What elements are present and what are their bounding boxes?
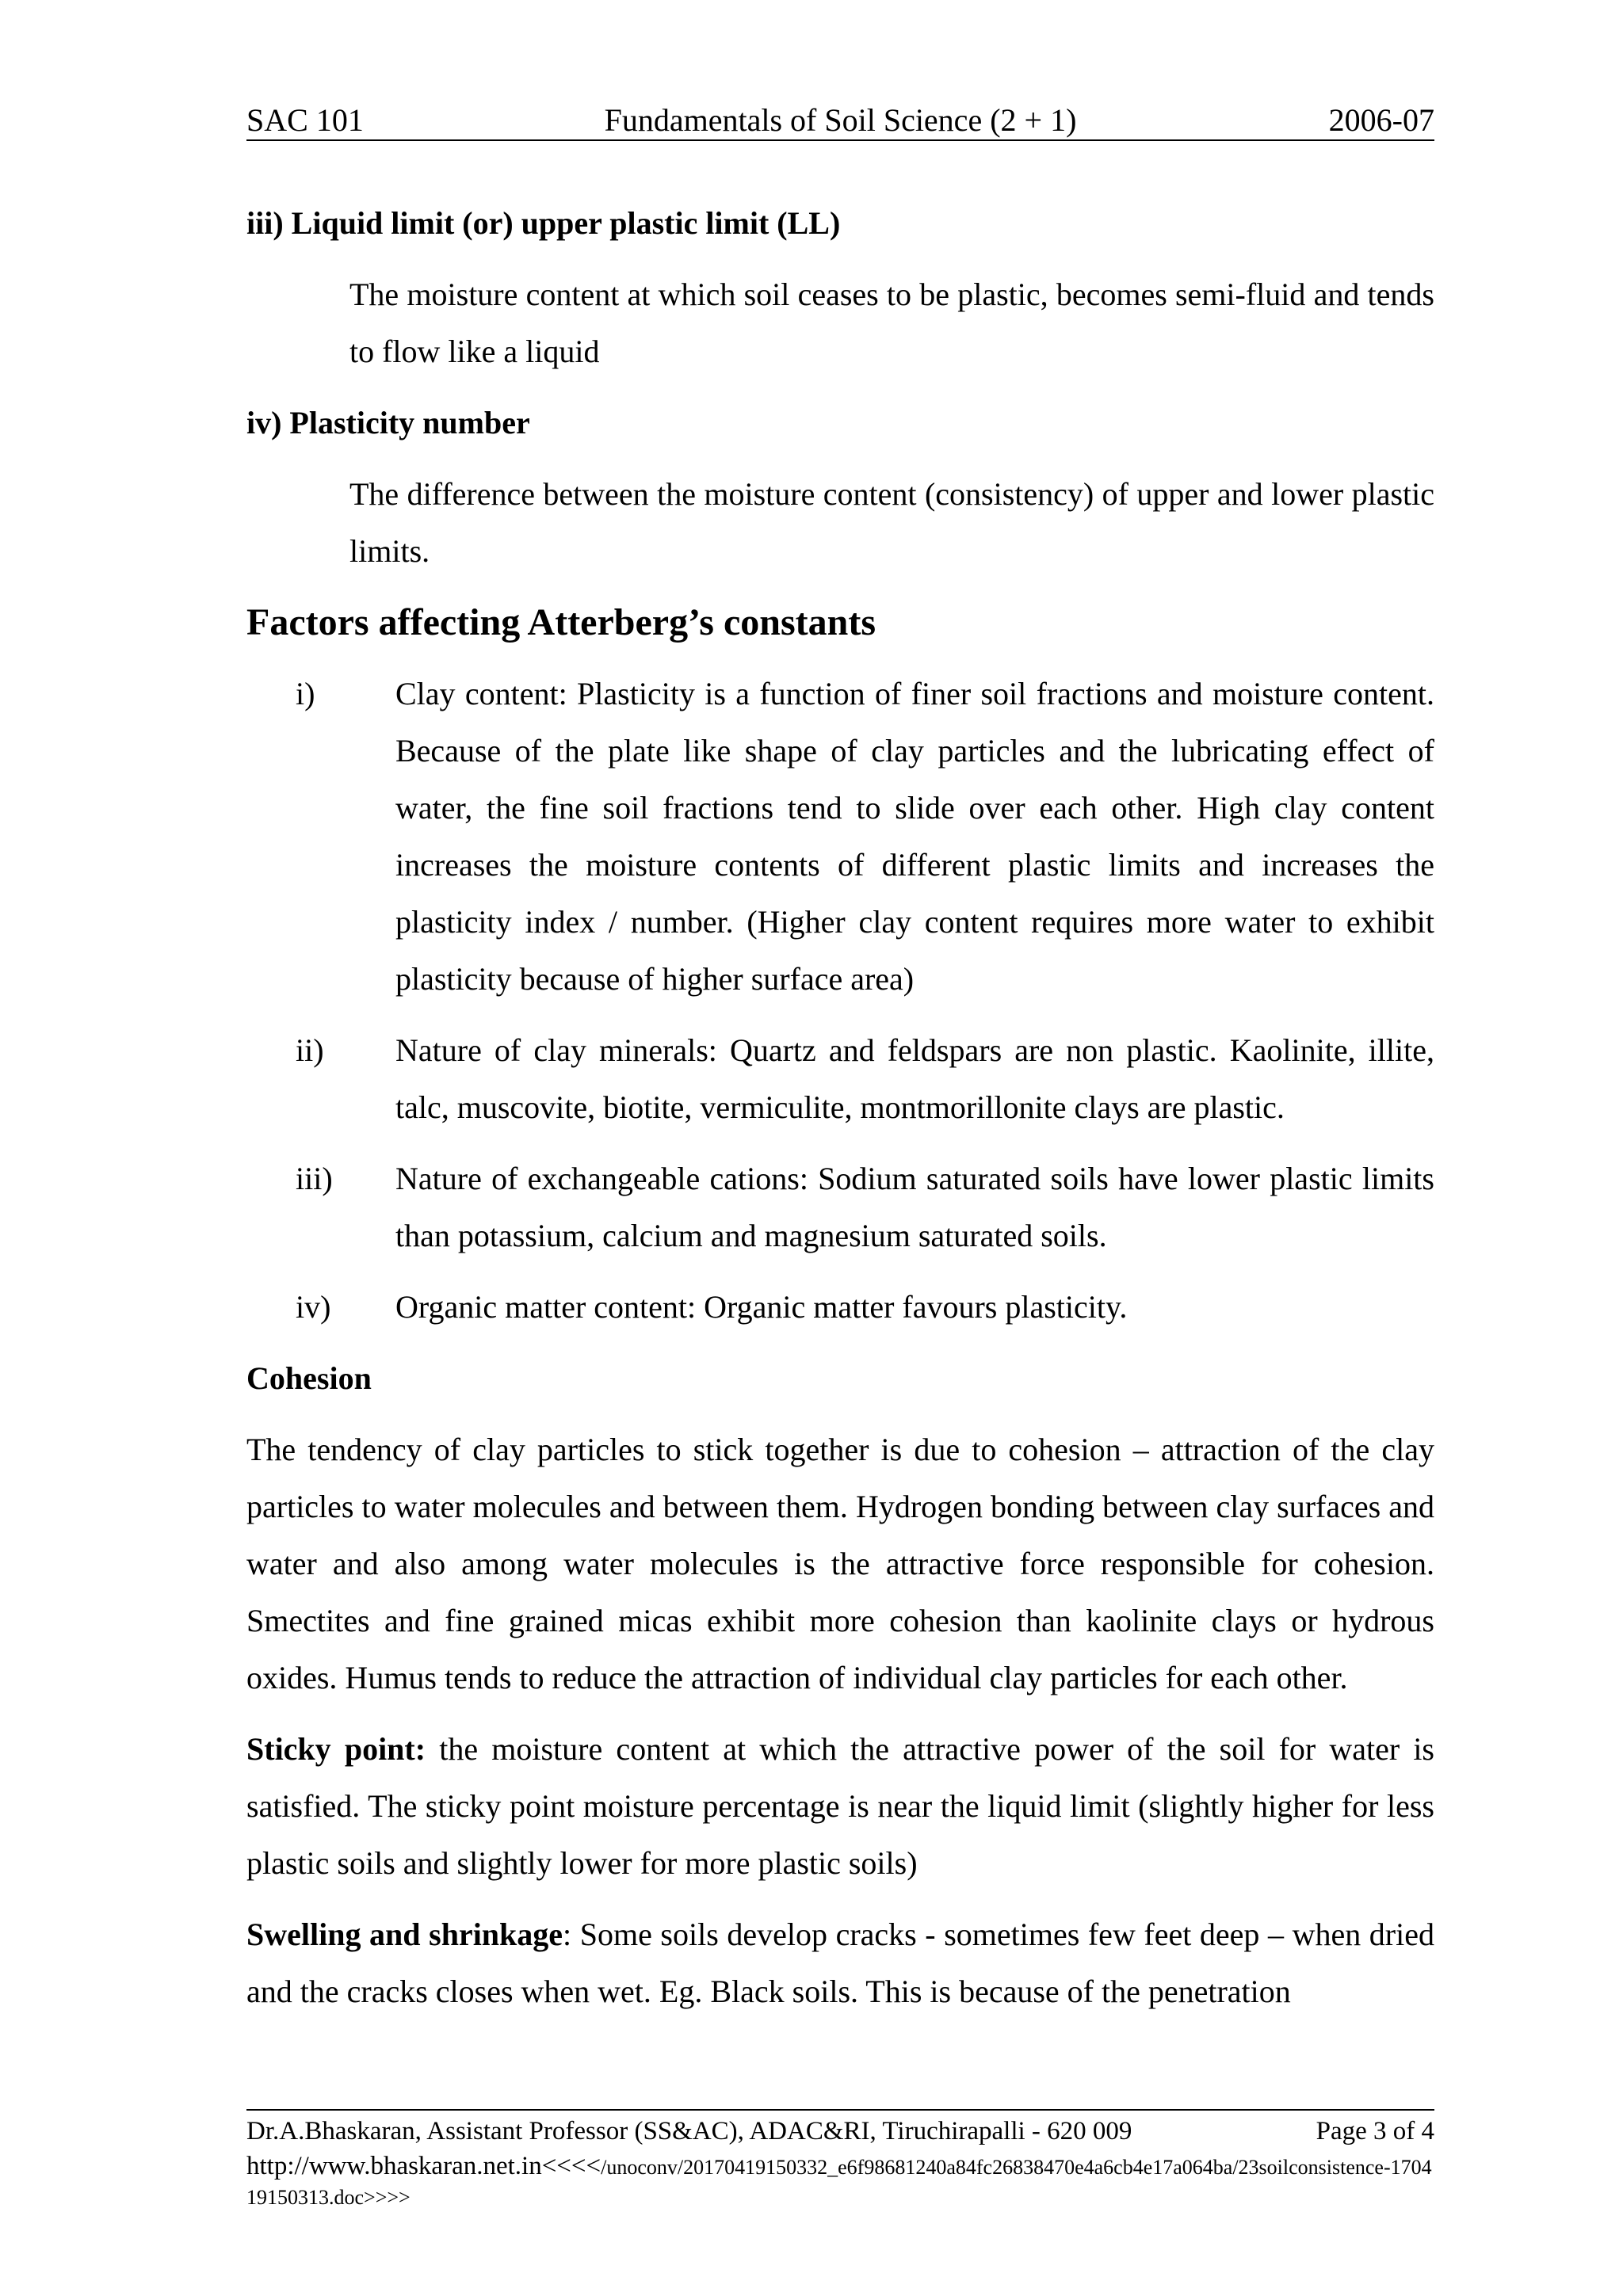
course-title: Fundamentals of Soil Science (2 + 1) <box>604 102 1077 138</box>
swelling-lead: Swelling and shrinkage <box>246 1917 563 1952</box>
sticky-point-paragraph <box>246 1721 1434 1892</box>
plasticity-number-text: The difference between the moisture content (consistency) of upper and lower plastic limits. <box>349 476 1434 569</box>
footer-file-path: /unoconv/20170419150332_e6f98681240a84fc26838470e4a6cb4e17a064ba/23soilconsistence-170419150313.doc>>>> <box>246 2156 1432 2209</box>
list-item <box>246 1150 1434 1264</box>
list-item-number: iv) <box>296 1289 331 1325</box>
liquid-limit-text: The moisture content at which soil ceases to be plastic, becomes semi-fluid and tends to flow like a liquid <box>349 277 1434 369</box>
swelling-text: : Some soils develop cracks - sometimes few feet deep – when dried and the cracks closes when wet. Eg. Black soils. This is because of the penetration <box>246 1917 1434 2009</box>
list-item <box>246 1279 1434 1336</box>
list-item-number: iii) <box>296 1161 333 1196</box>
academic-year: 2006-07 <box>1328 102 1434 138</box>
page-content <box>246 195 1434 2035</box>
plasticity-number-heading: iv) Plasticity number <box>246 405 530 441</box>
list-item-text: Nature of exchangeable cations: Sodium saturated soils have lower plastic limits than potassium, calcium and magnesium saturated soils. <box>395 1161 1434 1253</box>
list-item-number: i) <box>296 676 315 711</box>
list-item <box>246 666 1434 1008</box>
list-item <box>246 1022 1434 1136</box>
list-item-number: ii) <box>296 1032 324 1068</box>
footer-author: Dr.A.Bhaskaran, Assistant Professor (SS&AC), ADAC&RI, Tiruchirapalli - 620 009 <box>246 2117 1132 2145</box>
course-code: SAC 101 <box>246 102 364 138</box>
list-item-text: Nature of clay minerals: Quartz and feldspars are non plastic. Kaolinite, illite, talc, muscovite, biotite, vermiculite, montmorillonite clays are plastic. <box>395 1032 1434 1125</box>
cohesion-heading: Cohesion <box>246 1360 372 1396</box>
sticky-point-lead: Sticky point: <box>246 1731 426 1767</box>
factors-title: Factors affecting Atterberg’s constants <box>246 601 876 643</box>
cohesion-text: The tendency of clay particles to stick together is due to cohesion – attraction of the clay particles to water molecules and between them. Hydrogen bonding between clay surfaces and water and also among water molecules is the attractive force responsible for cohesion. Smectites and fine grained micas exhibit more cohesion than kaolinite clays or hydrous oxides. Humus tends to reduce the attraction of individual clay particles for each other. <box>246 1432 1434 1695</box>
list-item-text: Organic matter content: Organic matter favours plasticity. <box>395 1289 1128 1325</box>
swelling-paragraph <box>246 1906 1434 2020</box>
page-footer <box>246 2109 1434 2212</box>
list-item-text: Clay content: Plasticity is a function of finer soil fractions and moisture content. Because of the plate like shape of clay particles and the lubricating effect of water, the fine soil fractions tend to slide over each other. High clay content increases the moisture contents of different plastic limits and increases the plasticity index / number. (Higher clay content requires more water to exhibit plasticity because of higher surface area) <box>395 676 1434 997</box>
sticky-point-text: the moisture content at which the attractive power of the soil for water is satisfied. The sticky point moisture percentage is near the liquid limit (slightly higher for less plastic soils and slightly lower for more plastic soils) <box>246 1731 1434 1881</box>
page-number: Page 3 of 4 <box>1316 2117 1434 2145</box>
liquid-limit-heading: iii) Liquid limit (or) upper plastic limit (LL) <box>246 205 841 241</box>
footer-url-line <box>246 2152 1434 2212</box>
footer-line <box>246 2111 1434 2152</box>
footer-url[interactable]: http://www.bhaskaran.net.in<<<< <box>246 2152 601 2180</box>
page-header <box>246 95 1434 141</box>
